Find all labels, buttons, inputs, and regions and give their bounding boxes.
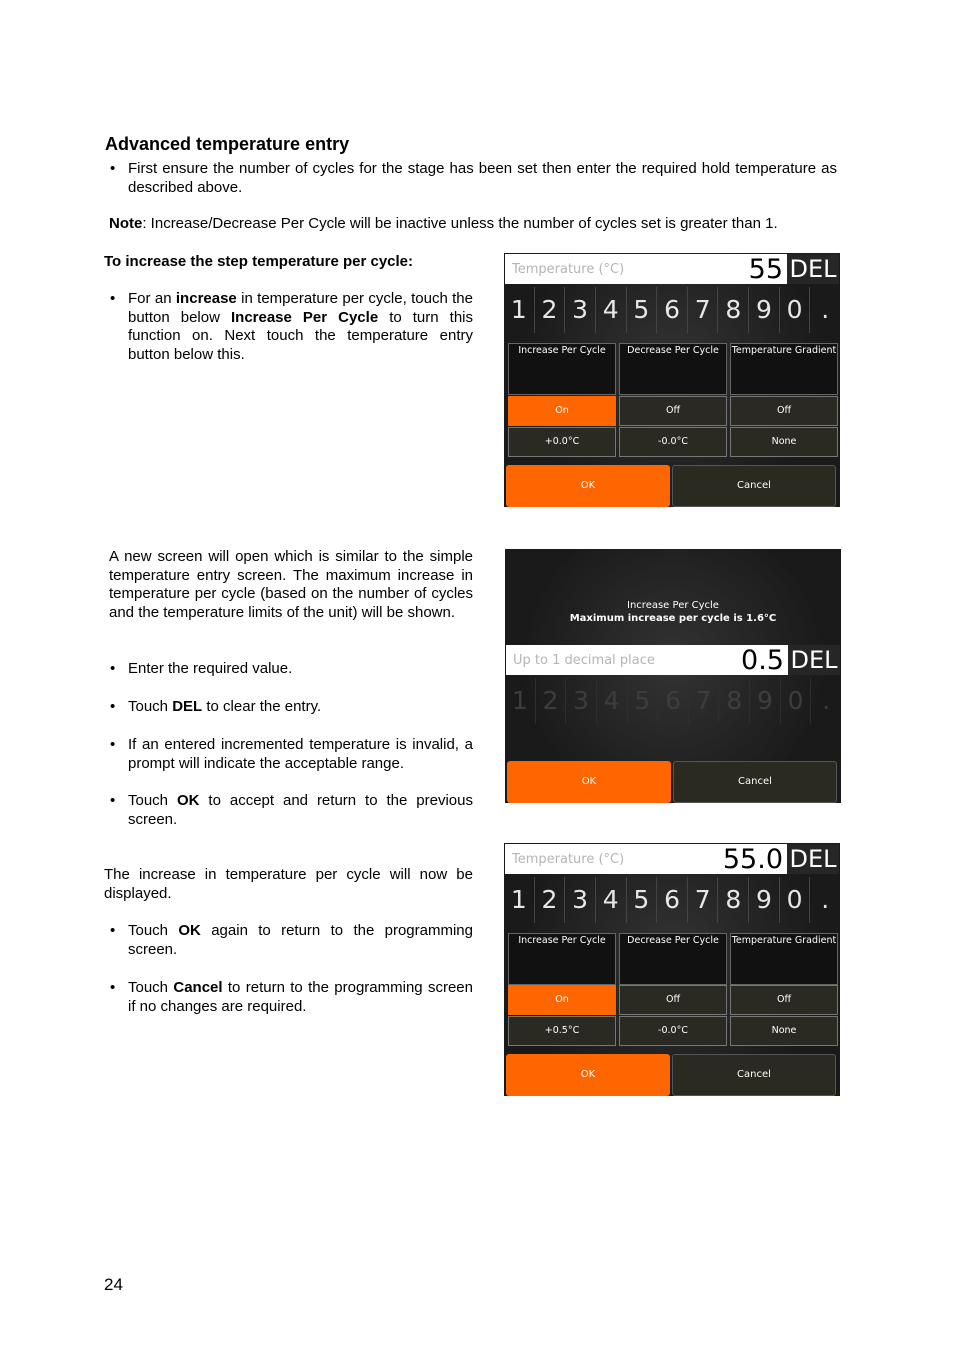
key-0[interactable]: 0 xyxy=(781,678,812,724)
temperature-gradient-header: Temperature Gradient xyxy=(730,343,838,395)
displayed-paragraph: The increase in temperature per cycle will now be displayed. xyxy=(104,866,473,902)
temperature-gradient-header: Temperature Gradient xyxy=(730,933,838,985)
decrease-per-cycle-header: Decrease Per Cycle xyxy=(619,343,727,395)
increase-toggle[interactable]: On xyxy=(508,985,616,1015)
cancel-button[interactable]: Cancel xyxy=(672,1054,836,1096)
key-5[interactable]: 5 xyxy=(628,678,659,724)
key-decimal[interactable]: . xyxy=(821,885,830,914)
keypad xyxy=(504,287,840,333)
entry-value: 55 xyxy=(748,254,783,285)
increase-value-button[interactable]: +0.5°C xyxy=(508,1016,616,1046)
key-6[interactable]: 6 xyxy=(657,287,688,333)
key-decimal[interactable]: . xyxy=(822,686,831,715)
section-heading: Advanced temperature entry xyxy=(105,134,350,154)
del-button[interactable]: DEL xyxy=(787,844,839,874)
key-0[interactable]: 0 xyxy=(780,877,811,923)
entry-label: Temperature (°C) xyxy=(512,852,625,867)
temperature-entry-screen-1 xyxy=(504,253,840,507)
key-4[interactable]: 4 xyxy=(596,877,627,923)
key-7[interactable]: 7 xyxy=(688,287,719,333)
key-2[interactable]: 2 xyxy=(535,287,566,333)
increase-toggle[interactable]: On xyxy=(508,396,616,426)
temperature-entry-field[interactable] xyxy=(505,844,839,874)
entry-hint: Up to 1 decimal place xyxy=(513,653,655,668)
key-5[interactable]: 5 xyxy=(627,287,658,333)
keypad xyxy=(504,877,840,923)
key-9[interactable]: 9 xyxy=(749,287,780,333)
ok-button[interactable]: OK xyxy=(506,465,670,507)
del-button[interactable]: DEL xyxy=(787,254,839,284)
key-9[interactable]: 9 xyxy=(750,678,781,724)
key-4[interactable]: 4 xyxy=(596,287,627,333)
key-2[interactable]: 2 xyxy=(535,877,566,923)
key-7[interactable]: 7 xyxy=(689,678,720,724)
key-3[interactable]: 3 xyxy=(566,678,597,724)
increase-per-cycle-header: Increase Per Cycle xyxy=(508,933,616,985)
gradient-toggle[interactable]: Off xyxy=(730,985,838,1015)
subheading: To increase the step temperature per cycle: xyxy=(104,253,414,270)
intro-bullet-text: First ensure the number of cycles for the stage has been set then enter the required hold temperature as described above. xyxy=(128,160,837,196)
cancel-button[interactable]: Cancel xyxy=(672,465,836,507)
bullet-dot: • xyxy=(110,160,116,177)
decrease-toggle[interactable]: Off xyxy=(619,396,727,426)
max-increase-message: Maximum increase per cycle is 1.6°C xyxy=(569,613,777,624)
key-1[interactable]: 1 xyxy=(504,287,535,333)
decrease-value-button[interactable]: -0.0°C xyxy=(619,1016,727,1046)
temperature-entry-screen-2 xyxy=(504,843,840,1096)
key-0[interactable]: 0 xyxy=(780,287,811,333)
keypad xyxy=(505,678,841,724)
ok-button[interactable]: OK xyxy=(507,761,671,803)
new-screen-paragraph: A new screen will open which is similar to the simple temperature entry screen. The maximum increase in temperature per cycle (based on the number of cycles and the temperature limits of the unit) will be shown. xyxy=(109,548,473,621)
key-9[interactable]: 9 xyxy=(749,877,780,923)
key-8[interactable]: 8 xyxy=(718,287,749,333)
entry-value: 0.5 xyxy=(741,645,784,676)
gradient-value-button[interactable]: None xyxy=(730,427,838,457)
note-text: : Increase/Decrease Per Cycle will be inactive unless the number of cycles set is greater than 1. xyxy=(142,215,778,232)
key-6[interactable]: 6 xyxy=(658,678,689,724)
key-6[interactable]: 6 xyxy=(657,877,688,923)
key-8[interactable]: 8 xyxy=(719,678,750,724)
decrease-per-cycle-header: Decrease Per Cycle xyxy=(619,933,727,985)
key-3[interactable]: 3 xyxy=(565,877,596,923)
page-number: 24 xyxy=(104,1275,123,1294)
key-2[interactable]: 2 xyxy=(536,678,567,724)
key-5[interactable]: 5 xyxy=(627,877,658,923)
gradient-value-button[interactable]: None xyxy=(730,1016,838,1046)
popup-title: Increase Per Cycle xyxy=(627,600,719,611)
key-4[interactable]: 4 xyxy=(597,678,628,724)
key-8[interactable]: 8 xyxy=(718,877,749,923)
increase-per-cycle-header: Increase Per Cycle xyxy=(508,343,616,395)
entry-value: 55.0 xyxy=(722,844,783,875)
gradient-toggle[interactable]: Off xyxy=(730,396,838,426)
key-1[interactable]: 1 xyxy=(504,877,535,923)
decrease-toggle[interactable]: Off xyxy=(619,985,727,1015)
increase-per-cycle-screen xyxy=(505,549,841,803)
increase-entry-field[interactable] xyxy=(506,645,840,675)
key-3[interactable]: 3 xyxy=(565,287,596,333)
temperature-entry-field[interactable] xyxy=(505,254,839,284)
note-label: Note xyxy=(109,215,143,232)
decrease-value-button[interactable]: -0.0°C xyxy=(619,427,727,457)
key-7[interactable]: 7 xyxy=(688,877,719,923)
ok-button[interactable]: OK xyxy=(506,1054,670,1096)
step1-text: For an increase in temperature per cycle, touch the button below Increase Per Cycle to turn this function on. Next touch the temperature entry button below this. xyxy=(128,290,473,363)
entry-label: Temperature (°C) xyxy=(512,262,625,277)
key-decimal[interactable]: . xyxy=(821,295,830,324)
key-1[interactable]: 1 xyxy=(505,678,536,724)
cancel-button[interactable]: Cancel xyxy=(673,761,837,803)
note xyxy=(109,215,849,234)
del-button[interactable]: DEL xyxy=(788,645,840,675)
increase-value-button[interactable]: +0.0°C xyxy=(508,427,616,457)
